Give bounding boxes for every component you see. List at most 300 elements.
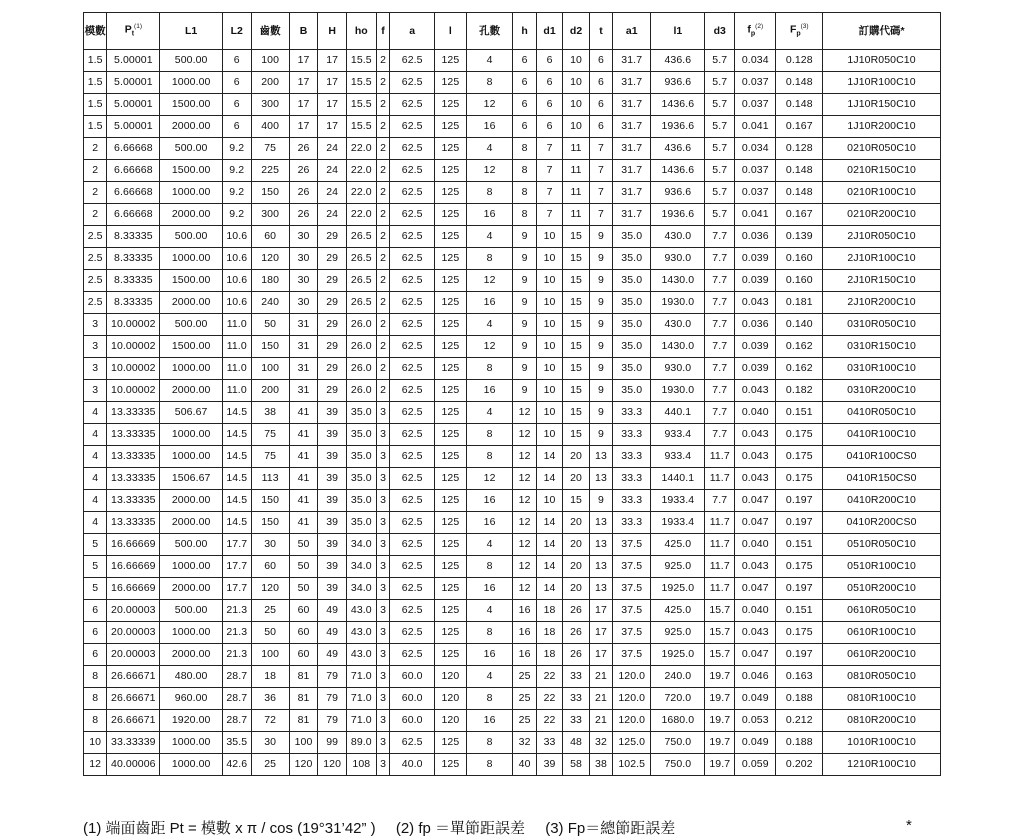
table-cell: 0.188 — [776, 732, 823, 754]
table-cell: 5.7 — [705, 138, 735, 160]
table-cell: 0.034 — [735, 50, 776, 72]
table-cell: 0.043 — [735, 446, 776, 468]
table-cell: 11.7 — [705, 556, 735, 578]
table-cell: 62.5 — [390, 446, 435, 468]
table-cell: 12 — [513, 512, 536, 534]
table-cell: 11 — [563, 138, 590, 160]
table-cell: 26 — [563, 600, 590, 622]
table-cell: 0310R150C10 — [823, 336, 941, 358]
table-cell: 2 — [84, 204, 107, 226]
table-cell: 15 — [563, 248, 590, 270]
table-cell: 1925.0 — [651, 644, 705, 666]
header-cell — [376, 13, 390, 50]
table-cell: 33 — [563, 688, 590, 710]
header-label: a — [409, 25, 416, 37]
table-cell: 25 — [251, 754, 289, 776]
table-cell: 0.197 — [776, 644, 823, 666]
table-cell: 930.0 — [651, 248, 705, 270]
table-cell: 7.7 — [705, 490, 735, 512]
table-cell: 125 — [434, 732, 466, 754]
table-cell: 50 — [289, 556, 318, 578]
table-cell: 20 — [563, 446, 590, 468]
table-cell: 2.5 — [84, 270, 107, 292]
table-cell: 120 — [251, 578, 289, 600]
header-label: a1 — [625, 25, 638, 37]
table-cell: 0.148 — [776, 72, 823, 94]
header-label: f — [381, 25, 385, 37]
table-cell: 125 — [434, 556, 466, 578]
table-cell: 2 — [376, 314, 390, 336]
table-cell: 30 — [289, 226, 318, 248]
table-cell: 58 — [563, 754, 590, 776]
table-cell: 50 — [251, 314, 289, 336]
table-cell: 31.7 — [613, 72, 651, 94]
table-cell: 39 — [318, 424, 347, 446]
table-cell: 14.5 — [222, 446, 251, 468]
table-cell: 30 — [251, 534, 289, 556]
table-cell: 6 — [589, 116, 612, 138]
table-cell: 71.0 — [346, 710, 376, 732]
table-cell: 9.2 — [222, 160, 251, 182]
table-cell: 2 — [376, 94, 390, 116]
table-cell: 1430.0 — [651, 270, 705, 292]
table-cell: 29 — [318, 292, 347, 314]
table-cell: 936.6 — [651, 72, 705, 94]
table-cell: 71.0 — [346, 688, 376, 710]
table-cell: 2000.00 — [160, 116, 223, 138]
table-cell: 7.7 — [705, 292, 735, 314]
table-cell: 16 — [466, 710, 513, 732]
table-cell: 37.5 — [613, 622, 651, 644]
table-cell: 60 — [289, 600, 318, 622]
table-cell: 1000.00 — [160, 622, 223, 644]
table-cell: 425.0 — [651, 534, 705, 556]
header-label: L1 — [185, 25, 198, 37]
table-cell: 15 — [563, 402, 590, 424]
table-cell: 6 — [513, 50, 536, 72]
table-row — [84, 380, 941, 402]
table-cell: 29 — [318, 314, 347, 336]
header-row — [84, 13, 941, 50]
table-cell: 62.5 — [390, 314, 435, 336]
table-cell: 17 — [318, 116, 347, 138]
table-cell: 22.0 — [346, 182, 376, 204]
table-cell: 9.2 — [222, 204, 251, 226]
table-cell: 8.33335 — [107, 270, 160, 292]
table-cell: 81 — [289, 666, 318, 688]
table-cell: 34.0 — [346, 556, 376, 578]
footer-star: * — [906, 817, 912, 834]
table-row — [84, 204, 941, 226]
table-cell: 14 — [536, 512, 563, 534]
table-cell: 1936.6 — [651, 204, 705, 226]
table-cell: 2000.00 — [160, 512, 223, 534]
table-cell: 1000.00 — [160, 248, 223, 270]
table-row — [84, 160, 941, 182]
table-cell: 18 — [536, 622, 563, 644]
table-cell: 0210R200C10 — [823, 204, 941, 226]
table-cell: 506.67 — [160, 402, 223, 424]
table-cell: 750.0 — [651, 754, 705, 776]
table-cell: 125 — [434, 754, 466, 776]
table-cell: 0.197 — [776, 512, 823, 534]
table-cell: 3 — [376, 578, 390, 600]
table-cell: 1000.00 — [160, 732, 223, 754]
table-cell: 0.047 — [735, 578, 776, 600]
table-cell: 17 — [589, 622, 612, 644]
table-cell: 10.6 — [222, 248, 251, 270]
table-cell: 31 — [289, 358, 318, 380]
table-cell: 4 — [466, 226, 513, 248]
table-row — [84, 600, 941, 622]
table-cell: 9.2 — [222, 182, 251, 204]
table-cell: 1925.0 — [651, 578, 705, 600]
table-cell: 15.5 — [346, 72, 376, 94]
table-cell: 12 — [513, 578, 536, 600]
table-cell: 26 — [563, 644, 590, 666]
table-cell: 21.3 — [222, 644, 251, 666]
table-cell: 120.0 — [613, 666, 651, 688]
table-cell: 4 — [84, 402, 107, 424]
table-cell: 35.0 — [613, 270, 651, 292]
table-cell: 125 — [434, 358, 466, 380]
table-cell: 48 — [563, 732, 590, 754]
table-cell: 33.33339 — [107, 732, 160, 754]
table-cell: 7.7 — [705, 424, 735, 446]
table-cell: 6.66668 — [107, 160, 160, 182]
table-cell: 5 — [84, 578, 107, 600]
table-cell: 0410R150CS0 — [823, 468, 941, 490]
table-cell: 37.5 — [613, 556, 651, 578]
table-cell: 0.182 — [776, 380, 823, 402]
table-cell: 3 — [376, 424, 390, 446]
table-cell: 42.6 — [222, 754, 251, 776]
table-cell: 10 — [536, 380, 563, 402]
header-cell — [434, 13, 466, 50]
table-row — [84, 50, 941, 72]
table-cell: 125 — [434, 204, 466, 226]
table-cell: 0.175 — [776, 556, 823, 578]
spec-table — [83, 12, 941, 776]
table-cell: 0510R100C10 — [823, 556, 941, 578]
table-cell: 13 — [589, 534, 612, 556]
table-cell: 14.5 — [222, 512, 251, 534]
table-cell: 31.7 — [613, 138, 651, 160]
table-cell: 1000.00 — [160, 424, 223, 446]
table-cell: 62.5 — [390, 182, 435, 204]
table-cell: 81 — [289, 688, 318, 710]
table-cell: 41 — [289, 468, 318, 490]
table-cell: 20 — [563, 512, 590, 534]
table-row — [84, 116, 941, 138]
header-label: t — [599, 25, 603, 37]
table-cell: 20 — [563, 556, 590, 578]
table-cell: 8 — [466, 622, 513, 644]
table-cell: 125 — [434, 160, 466, 182]
table-cell: 125 — [434, 600, 466, 622]
table-cell: 4 — [466, 534, 513, 556]
table-cell: 17 — [289, 94, 318, 116]
footnotes — [83, 817, 691, 838]
table-cell: 26.66671 — [107, 710, 160, 732]
header-label: l1 — [673, 25, 683, 37]
table-cell: 10 — [536, 424, 563, 446]
table-cell: 125 — [434, 182, 466, 204]
header-subscript: t — [131, 30, 135, 38]
table-cell: 0410R100CS0 — [823, 446, 941, 468]
table-cell: 39 — [318, 534, 347, 556]
table-cell: 0810R200C10 — [823, 710, 941, 732]
table-cell: 11.7 — [705, 534, 735, 556]
table-cell: 125 — [434, 490, 466, 512]
table-cell: 0510R200C10 — [823, 578, 941, 600]
table-cell: 35.0 — [613, 226, 651, 248]
table-cell: 17 — [318, 94, 347, 116]
table-cell: 0.049 — [735, 688, 776, 710]
header-label: H — [328, 25, 336, 37]
table-cell: 34.0 — [346, 578, 376, 600]
table-cell: 40.00006 — [107, 754, 160, 776]
table-cell: 0410R050C10 — [823, 402, 941, 424]
header-label: 孔數 — [479, 25, 501, 37]
table-cell: 125 — [434, 622, 466, 644]
header-label: 訂購代碼* — [858, 25, 905, 37]
table-cell: 16 — [466, 116, 513, 138]
header-label: P — [124, 23, 132, 36]
table-cell: 16 — [466, 380, 513, 402]
table-cell: 17 — [318, 72, 347, 94]
header-label: f — [747, 23, 751, 36]
table-cell: 10 — [536, 490, 563, 512]
header-cell — [84, 13, 107, 50]
table-cell: 120 — [434, 710, 466, 732]
table-cell: 0.040 — [735, 600, 776, 622]
table-cell: 300 — [251, 94, 289, 116]
table-cell: 17 — [589, 644, 612, 666]
table-cell: 7 — [536, 204, 563, 226]
table-cell: 26 — [289, 160, 318, 182]
table-cell: 39 — [318, 490, 347, 512]
table-cell: 0.043 — [735, 292, 776, 314]
table-cell: 62.5 — [390, 204, 435, 226]
table-cell: 9 — [589, 226, 612, 248]
table-cell: 29 — [318, 358, 347, 380]
table-cell: 26.0 — [346, 358, 376, 380]
table-row — [84, 622, 941, 644]
table-cell: 4 — [466, 600, 513, 622]
table-cell: 100 — [289, 732, 318, 754]
table-cell: 10 — [84, 732, 107, 754]
table-cell: 925.0 — [651, 622, 705, 644]
table-cell: 6 — [589, 50, 612, 72]
table-cell: 29 — [318, 336, 347, 358]
table-cell: 0410R100C10 — [823, 424, 941, 446]
table-cell: 1920.00 — [160, 710, 223, 732]
table-cell: 26 — [563, 622, 590, 644]
table-cell: 0310R050C10 — [823, 314, 941, 336]
table-cell: 108 — [346, 754, 376, 776]
table-cell: 31 — [289, 380, 318, 402]
table-row — [84, 182, 941, 204]
table-cell: 8 — [466, 754, 513, 776]
table-cell: 1210R100C10 — [823, 754, 941, 776]
table-cell: 0.162 — [776, 336, 823, 358]
table-cell: 9 — [589, 336, 612, 358]
table-cell: 500.00 — [160, 50, 223, 72]
table-cell: 1000.00 — [160, 556, 223, 578]
table-cell: 35.0 — [613, 336, 651, 358]
table-cell: 41 — [289, 402, 318, 424]
table-cell: 2J10R150C10 — [823, 270, 941, 292]
table-cell: 0.037 — [735, 94, 776, 116]
table-cell: 18 — [536, 644, 563, 666]
table-cell: 4 — [84, 446, 107, 468]
table-cell: 12 — [513, 468, 536, 490]
table-cell: 0.047 — [735, 644, 776, 666]
table-cell: 21.3 — [222, 622, 251, 644]
table-cell: 35.0 — [346, 512, 376, 534]
table-cell: 49 — [318, 622, 347, 644]
table-cell: 7 — [589, 160, 612, 182]
table-cell: 8 — [513, 204, 536, 226]
table-cell: 35.0 — [346, 490, 376, 512]
table-cell: 1500.00 — [160, 336, 223, 358]
header-superscript: (2) — [755, 23, 764, 31]
table-cell: 120 — [289, 754, 318, 776]
table-cell: 37.5 — [613, 644, 651, 666]
table-cell: 2 — [376, 160, 390, 182]
table-cell: 62.5 — [390, 116, 435, 138]
header-cell — [776, 13, 823, 50]
table-cell: 28.7 — [222, 688, 251, 710]
table-cell: 21 — [589, 710, 612, 732]
table-cell: 38 — [251, 402, 289, 424]
table-cell: 39 — [318, 578, 347, 600]
table-cell: 6 — [84, 600, 107, 622]
table-cell: 125 — [434, 534, 466, 556]
table-cell: 6 — [536, 72, 563, 94]
table-cell: 11 — [563, 204, 590, 226]
table-cell: 62.5 — [390, 270, 435, 292]
table-cell: 0.197 — [776, 490, 823, 512]
table-cell: 13.33335 — [107, 490, 160, 512]
table-cell: 29 — [318, 380, 347, 402]
table-cell: 150 — [251, 182, 289, 204]
table-cell: 89.0 — [346, 732, 376, 754]
table-cell: 120 — [434, 688, 466, 710]
table-cell: 7.7 — [705, 336, 735, 358]
table-cell: 125 — [434, 644, 466, 666]
table-cell: 100 — [251, 644, 289, 666]
table-row — [84, 534, 941, 556]
table-cell: 930.0 — [651, 358, 705, 380]
table-cell: 933.4 — [651, 446, 705, 468]
table-cell: 35.0 — [613, 380, 651, 402]
header-cell — [823, 13, 941, 50]
table-cell: 22 — [536, 710, 563, 732]
table-cell: 9 — [589, 314, 612, 336]
table-cell: 2000.00 — [160, 578, 223, 600]
table-cell: 3 — [376, 512, 390, 534]
table-cell: 10 — [536, 402, 563, 424]
table-cell: 2.5 — [84, 248, 107, 270]
table-cell: 50 — [289, 578, 318, 600]
table-row — [84, 688, 941, 710]
table-cell: 32 — [513, 732, 536, 754]
table-cell: 33 — [563, 666, 590, 688]
table-cell: 2 — [376, 138, 390, 160]
table-cell: 5.7 — [705, 116, 735, 138]
table-cell: 125 — [434, 226, 466, 248]
table-cell: 3 — [376, 446, 390, 468]
table-cell: 62.5 — [390, 468, 435, 490]
table-cell: 31.7 — [613, 94, 651, 116]
table-cell: 16 — [466, 490, 513, 512]
table-cell: 2 — [376, 72, 390, 94]
table-cell: 0.040 — [735, 402, 776, 424]
table-cell: 16 — [466, 512, 513, 534]
table-cell: 49 — [318, 600, 347, 622]
header-cell — [705, 13, 735, 50]
table-row — [84, 402, 941, 424]
table-cell: 3 — [376, 644, 390, 666]
table-cell: 933.4 — [651, 424, 705, 446]
table-cell: 2 — [84, 160, 107, 182]
table-cell: 39 — [318, 446, 347, 468]
table-cell: 26.66671 — [107, 688, 160, 710]
header-label: d3 — [713, 25, 726, 37]
table-cell: 7.7 — [705, 358, 735, 380]
table-cell: 1000.00 — [160, 446, 223, 468]
table-cell: 19.7 — [705, 754, 735, 776]
table-cell: 8 — [84, 666, 107, 688]
table-cell: 29 — [318, 248, 347, 270]
table-cell: 11.7 — [705, 446, 735, 468]
table-cell: 11 — [563, 182, 590, 204]
table-cell: 500.00 — [160, 226, 223, 248]
table-cell: 102.5 — [613, 754, 651, 776]
table-cell: 17.7 — [222, 578, 251, 600]
table-cell: 6 — [536, 116, 563, 138]
table-cell: 72 — [251, 710, 289, 732]
table-cell: 2 — [376, 270, 390, 292]
table-row — [84, 666, 941, 688]
header-cell — [107, 13, 160, 50]
table-cell: 37.5 — [613, 600, 651, 622]
table-cell: 13 — [589, 512, 612, 534]
table-cell: 31.7 — [613, 160, 651, 182]
table-cell: 2 — [376, 358, 390, 380]
table-cell: 10.6 — [222, 292, 251, 314]
table-cell: 15.7 — [705, 644, 735, 666]
table-cell: 35.0 — [613, 292, 651, 314]
table-cell: 41 — [289, 490, 318, 512]
table-cell: 2.5 — [84, 226, 107, 248]
table-cell: 6 — [84, 622, 107, 644]
table-cell: 15.5 — [346, 94, 376, 116]
table-cell: 1436.6 — [651, 94, 705, 116]
header-superscript: (3) — [800, 23, 809, 31]
table-cell: 22.0 — [346, 138, 376, 160]
table-cell: 2J10R050C10 — [823, 226, 941, 248]
table-cell: 31.7 — [613, 182, 651, 204]
table-cell: 2 — [376, 380, 390, 402]
table-cell: 62.5 — [390, 424, 435, 446]
table-cell: 5.00001 — [107, 72, 160, 94]
table-row — [84, 138, 941, 160]
table-cell: 62.5 — [390, 622, 435, 644]
table-cell: 39 — [318, 402, 347, 424]
